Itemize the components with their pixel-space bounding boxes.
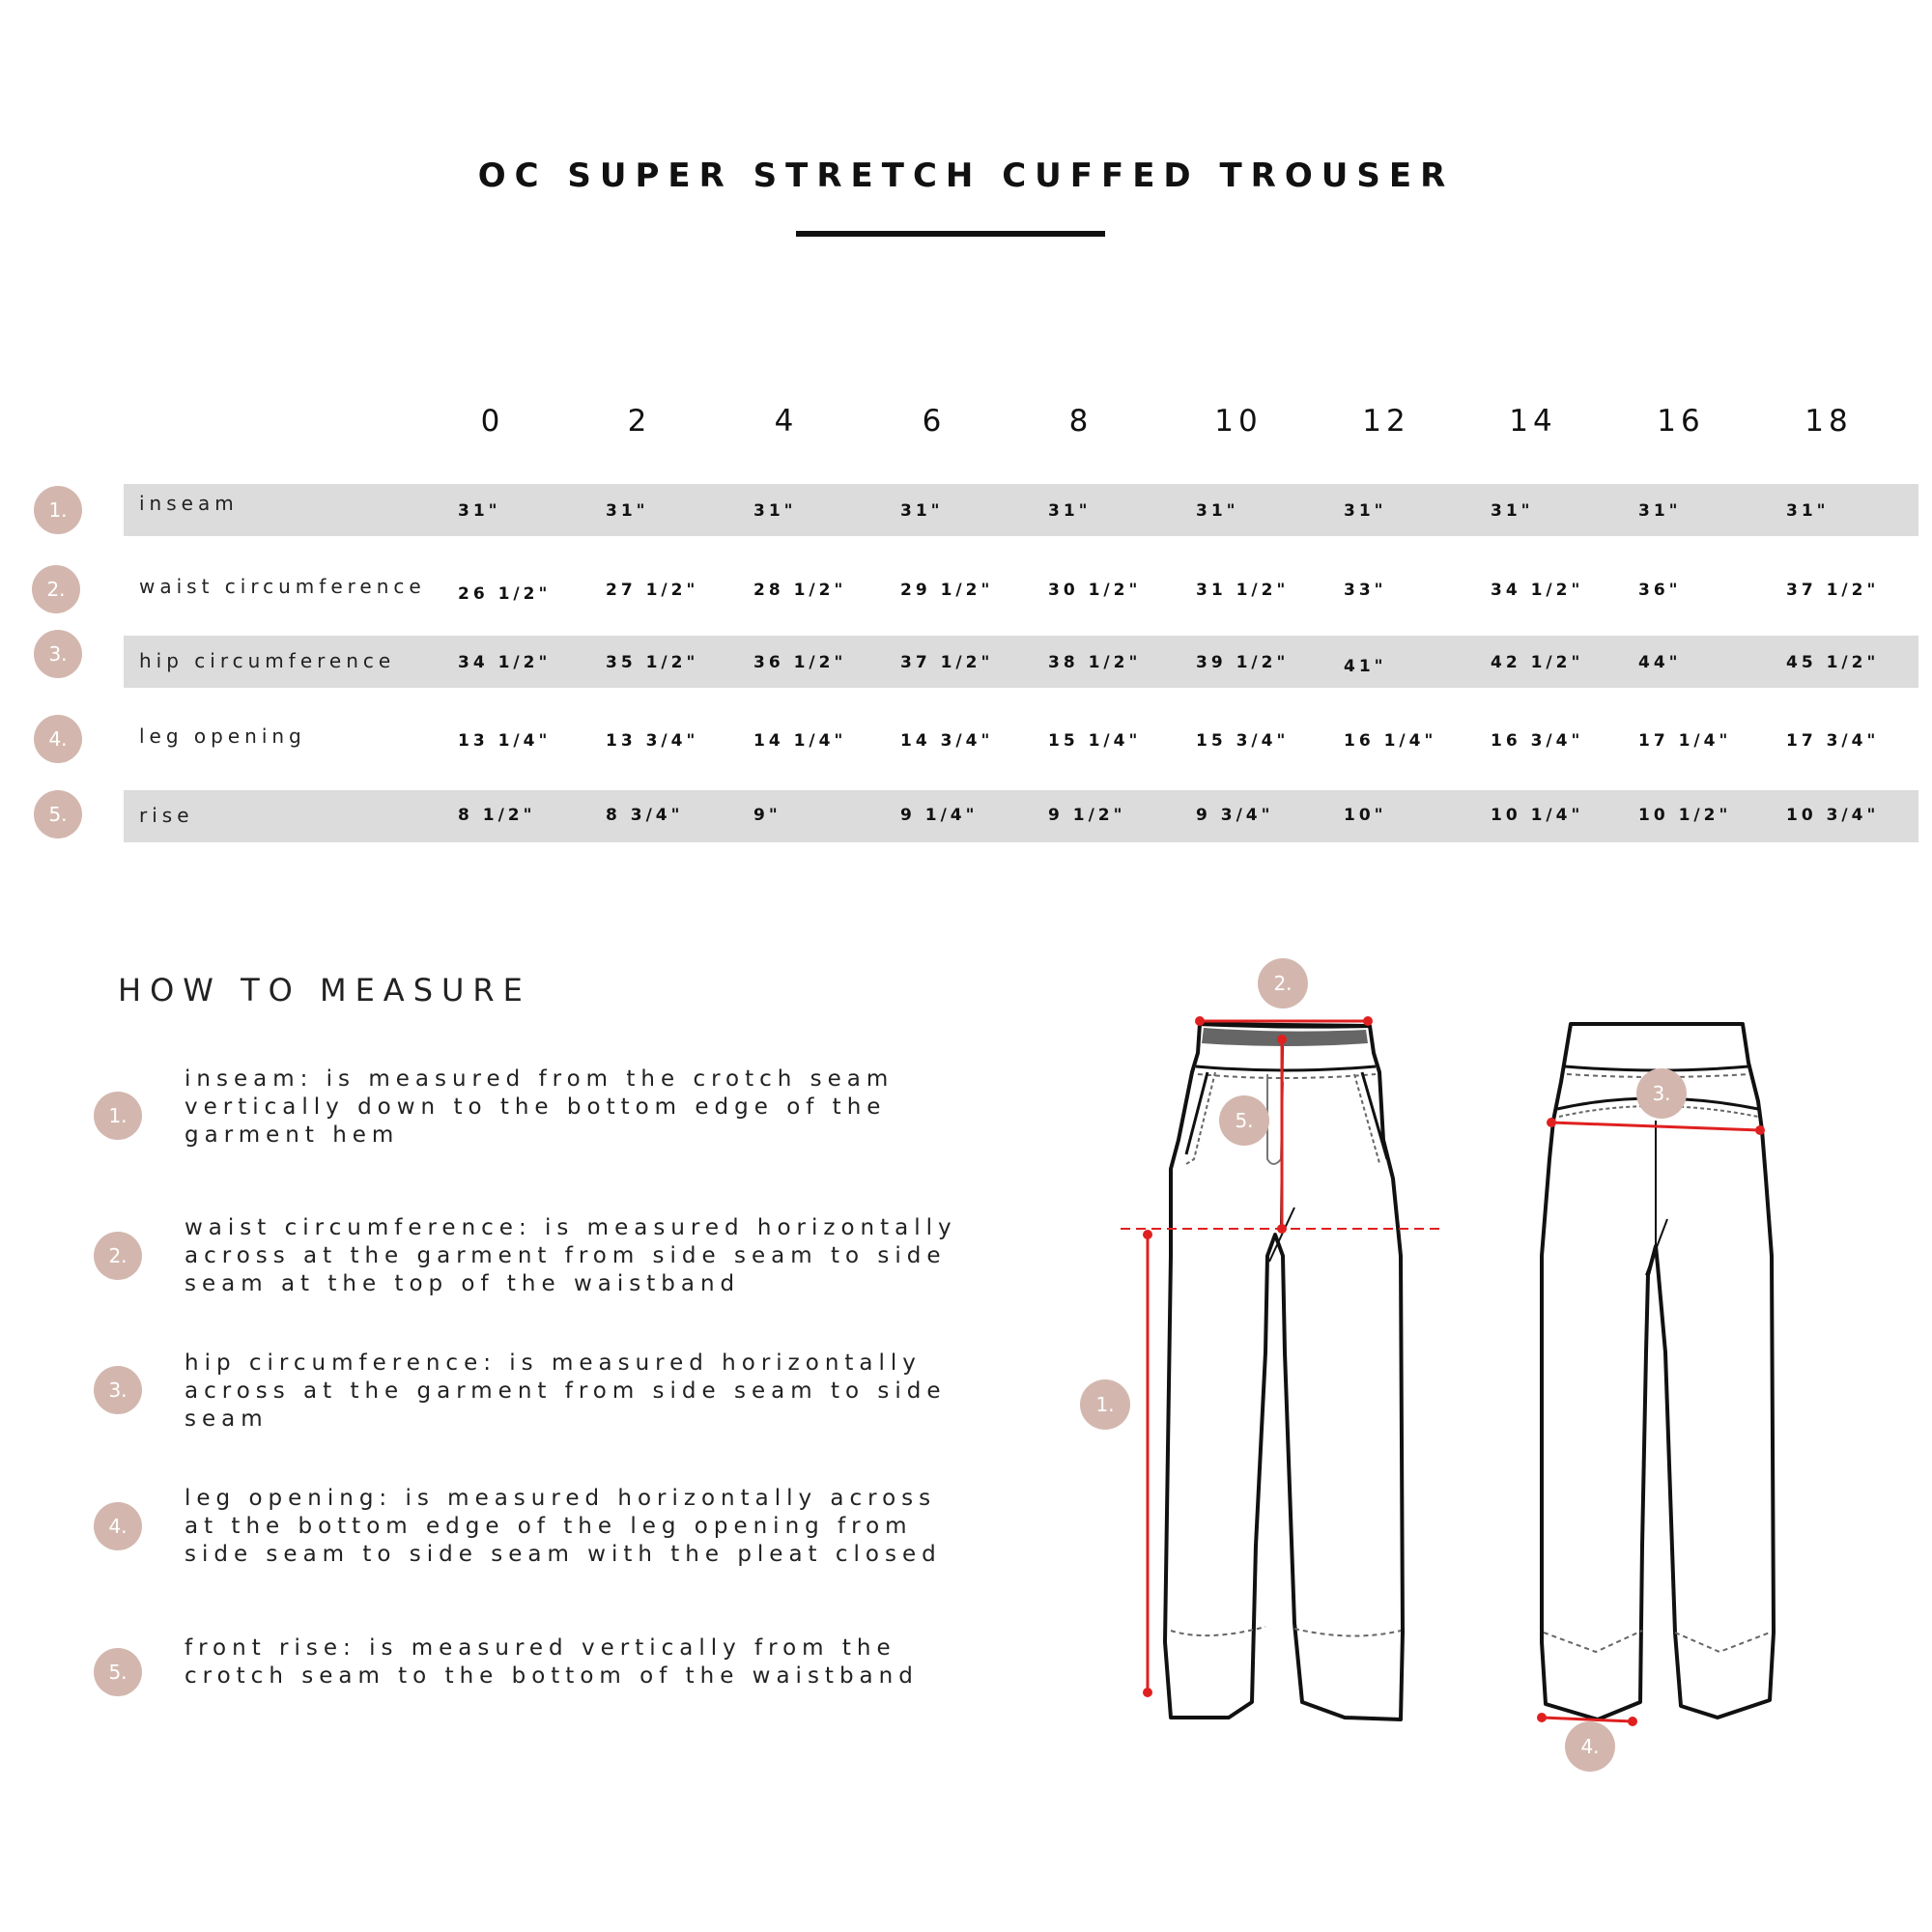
measure-dot — [1143, 1230, 1152, 1239]
table-cell: 31" — [900, 501, 944, 521]
measure-dot — [1277, 1035, 1287, 1044]
instruction-line: leg opening: is measured horizontally across — [185, 1486, 937, 1511]
row-number-badge: 5. — [34, 790, 82, 838]
instruction-line: crotch seam to the bottom of the waistband — [185, 1663, 919, 1689]
table-cell: 31" — [753, 501, 797, 521]
instruction-line: at the bottom edge of the leg opening from — [185, 1514, 913, 1539]
table-cell: 8 3/4" — [606, 806, 684, 825]
front-trouser-drawing — [1165, 1024, 1403, 1719]
measure-dot — [1628, 1717, 1637, 1726]
table-cell: 44" — [1638, 653, 1682, 672]
size-label: 12 — [1362, 404, 1410, 439]
table-cell: 31" — [1196, 501, 1239, 521]
diagram-badge-leg-opening: 4. — [1565, 1721, 1615, 1772]
row-label: rise — [139, 804, 194, 827]
table-cell: 30 1/2" — [1048, 581, 1142, 600]
table-cell: 41" — [1344, 657, 1387, 676]
table-cell: 15 3/4" — [1196, 731, 1290, 751]
table-cell: 31" — [1638, 501, 1682, 521]
size-label: 0 — [480, 404, 505, 439]
table-cell: 37 1/2" — [1786, 581, 1880, 600]
size-label: 18 — [1804, 404, 1853, 439]
row-label: inseam — [139, 492, 239, 515]
instruction-line: garment hem — [185, 1122, 400, 1148]
table-cell: 9 3/4" — [1196, 806, 1274, 825]
table-cell: 10 1/4" — [1491, 806, 1584, 825]
table-cell: 27 1/2" — [606, 581, 699, 600]
table-cell: 38 1/2" — [1048, 653, 1142, 672]
instruction-line: inseam: is measured from the crotch seam — [185, 1066, 895, 1092]
table-cell: 33" — [1344, 581, 1387, 600]
measure-dot — [1195, 1016, 1205, 1026]
table-cell: 9 1/4" — [900, 806, 979, 825]
measure-dot — [1547, 1118, 1556, 1127]
table-cell: 10" — [1344, 806, 1387, 825]
table-cell: 31" — [1344, 501, 1387, 521]
row-label: hip circumference — [139, 649, 396, 672]
table-cell: 13 3/4" — [606, 731, 699, 751]
table-cell: 15 1/4" — [1048, 731, 1142, 751]
instruction-number-badge: 3. — [94, 1366, 142, 1414]
size-label: 14 — [1509, 404, 1557, 439]
table-cell: 34 1/2" — [1491, 581, 1584, 600]
table-cell: 34 1/2" — [458, 653, 552, 672]
instruction-line: across at the garment from side seam to side — [185, 1243, 947, 1268]
row-label: leg opening — [139, 724, 306, 748]
table-cell: 16 1/4" — [1344, 731, 1437, 751]
row-number-badge: 3. — [34, 630, 82, 678]
table-cell: 31" — [1491, 501, 1534, 521]
table-cell: 35 1/2" — [606, 653, 699, 672]
size-label: 16 — [1657, 404, 1705, 439]
table-cell: 31" — [458, 501, 501, 521]
instruction-number-badge: 4. — [94, 1502, 142, 1550]
table-cell: 9 1/2" — [1048, 806, 1126, 825]
diagram-badge-waist: 2. — [1258, 958, 1308, 1009]
table-cell: 31" — [606, 501, 649, 521]
instruction-line: seam — [185, 1406, 269, 1432]
instruction-line: vertically down to the bottom edge of the — [185, 1094, 887, 1120]
instruction-number-badge: 2. — [94, 1232, 142, 1280]
table-cell: 28 1/2" — [753, 581, 847, 600]
table-cell: 26 1/2" — [458, 584, 552, 604]
page-title: OC SUPER STRETCH CUFFED TROUSER — [477, 156, 1455, 195]
row-number-badge: 4. — [34, 715, 82, 763]
table-cell: 17 3/4" — [1786, 731, 1880, 751]
table-cell: 14 3/4" — [900, 731, 994, 751]
table-cell: 37 1/2" — [900, 653, 994, 672]
instruction-line: waist circumference: is measured horizontally — [185, 1215, 957, 1240]
diagram-badge-rise: 5. — [1219, 1095, 1269, 1146]
instruction-line: front rise: is measured vertically from the — [185, 1635, 896, 1661]
instruction-line: seam at the top of the waistband — [185, 1271, 741, 1296]
instruction-line: side seam to side seam with the pleat closed — [185, 1542, 942, 1567]
diagram-badge-hip: 3. — [1636, 1068, 1687, 1119]
table-cell: 29 1/2" — [900, 581, 994, 600]
table-cell: 16 3/4" — [1491, 731, 1584, 751]
table-cell: 10 3/4" — [1786, 806, 1880, 825]
size-label: 2 — [627, 404, 652, 439]
row-number-badge: 1. — [34, 486, 82, 534]
table-cell: 14 1/4" — [753, 731, 847, 751]
table-cell: 36 1/2" — [753, 653, 847, 672]
table-cell: 31" — [1786, 501, 1830, 521]
measure-dot — [1755, 1125, 1765, 1135]
diagram-badge-inseam: 1. — [1080, 1379, 1130, 1430]
measure-dot — [1363, 1016, 1373, 1026]
size-label: 10 — [1214, 404, 1263, 439]
table-cell: 36" — [1638, 581, 1682, 600]
instruction-line: across at the garment from side seam to side — [185, 1378, 947, 1404]
table-cell: 8 1/2" — [458, 806, 536, 825]
instruction-number-badge: 1. — [94, 1092, 142, 1140]
table-cell: 31" — [1048, 501, 1092, 521]
table-cell: 45 1/2" — [1786, 653, 1880, 672]
measure-dot — [1537, 1713, 1547, 1722]
table-cell: 39 1/2" — [1196, 653, 1290, 672]
size-label: 6 — [922, 404, 947, 439]
instruction-number-badge: 5. — [94, 1648, 142, 1696]
table-cell: 31 1/2" — [1196, 581, 1290, 600]
table-cell: 10 1/2" — [1638, 806, 1732, 825]
size-label: 4 — [774, 404, 799, 439]
row-number-badge: 2. — [32, 565, 80, 613]
measure-dot — [1143, 1688, 1152, 1697]
table-cell: 13 1/4" — [458, 731, 552, 751]
instruction-line: hip circumference: is measured horizontally — [185, 1350, 922, 1376]
row-label: waist circumference — [139, 575, 426, 598]
table-cell: 42 1/2" — [1491, 653, 1584, 672]
size-label: 8 — [1068, 404, 1094, 439]
how-to-measure-title: HOW TO MEASURE — [118, 972, 531, 1009]
table-cell: 9" — [753, 806, 781, 825]
measure-dot — [1277, 1224, 1287, 1234]
table-cell: 17 1/4" — [1638, 731, 1732, 751]
